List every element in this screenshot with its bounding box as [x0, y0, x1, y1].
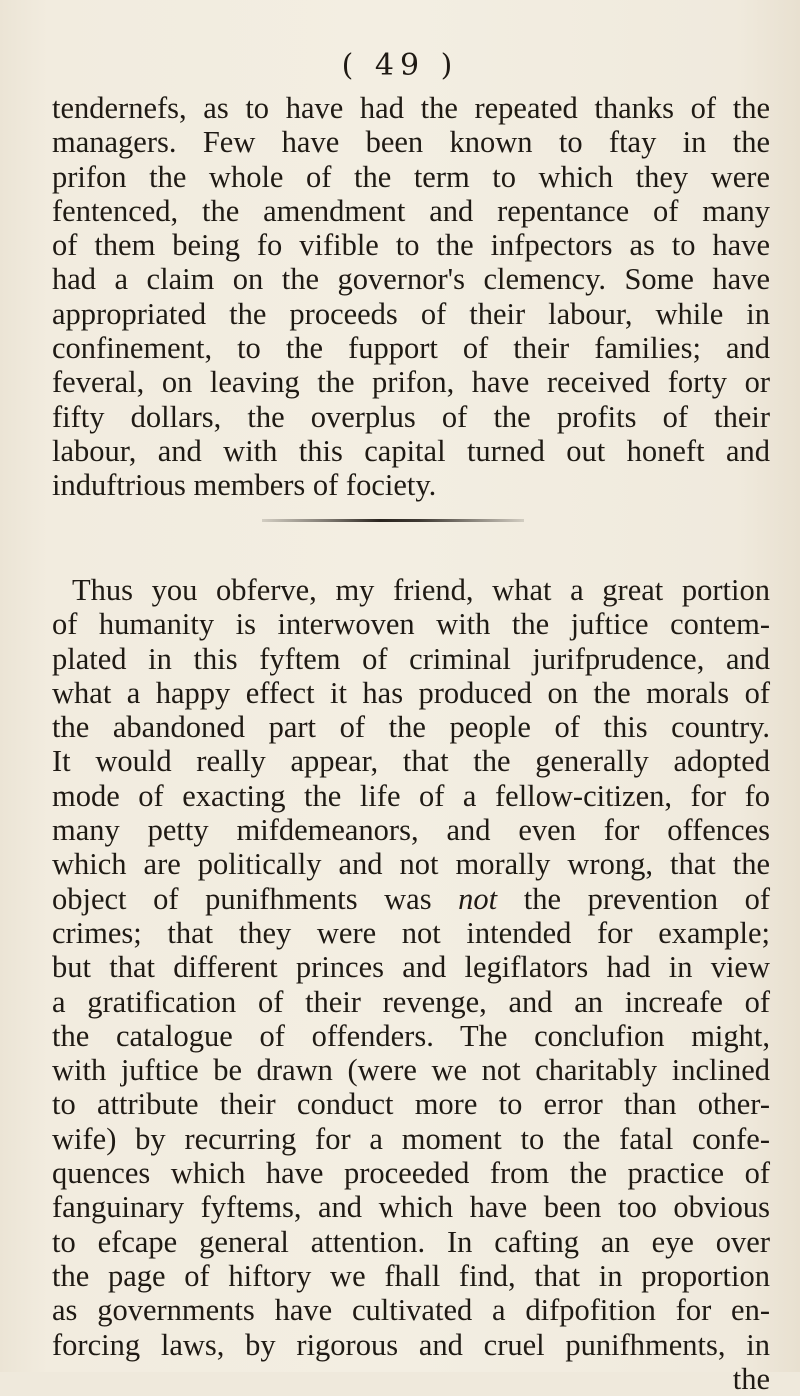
text-line: mode of exacting the life of a fellow-citizen, for fo [52, 778, 770, 813]
text-line: labour, and with this capital turned out honeft and [52, 433, 770, 468]
text-line: to efcape general attention. In cafting an eye over [52, 1224, 770, 1259]
text-line: fanguinary fyftems, and which have been too obvious [52, 1190, 770, 1225]
text-line: fifty dollars, the overplus of the profits of their [52, 399, 770, 434]
text-line: prifon the whole of the term to which they were [52, 159, 770, 194]
paragraph-2 [52, 573, 770, 1396]
text-line: managers. Few have been known to ftay in the [52, 125, 770, 160]
text-line: as governments have cultivated a difpofition for en- [52, 1293, 770, 1328]
text-line: to attribute their conduct more to error than other- [52, 1087, 770, 1122]
paragraph-1 [52, 91, 770, 503]
text-line: tendernefs, as to have had the repeated thanks of the [52, 91, 770, 125]
text-line: induftrious members of fociety. [52, 468, 437, 503]
section-divider [262, 519, 524, 522]
text-line: forcing laws, by rigorous and cruel punifhments, in [52, 1327, 770, 1362]
text-line: plated in this fyftem of criminal jurifprudence, and [52, 641, 770, 676]
text-line: fentenced, the amendment and repentance of many [52, 193, 770, 228]
text-line [52, 882, 770, 916]
text-line: feveral, on leaving the prifon, have received forty or [52, 365, 770, 400]
text-line: quences which have proceeded from the practice of [52, 1156, 770, 1191]
text-line: but that different princes and legiflators had in view [52, 950, 770, 985]
line-segment: the prevention of [523, 881, 770, 916]
text-line: of humanity is interwoven with the juftice contem- [52, 607, 770, 642]
text-line: of them being fo vifible to the infpectors as to have [52, 228, 770, 263]
line-segment: object of punifhments was [52, 881, 432, 916]
text-line: had a claim on the governor's clemency. Some have [52, 262, 770, 297]
emphasized-word: not [458, 881, 498, 916]
catchword: the [732, 1361, 770, 1396]
text-line: wife) by recurring for a moment to the fatal confe- [52, 1121, 770, 1156]
text-line: with juftice be drawn (were we not charitably inclined [52, 1053, 770, 1088]
text-line: crimes; that they were not intended for example; [52, 915, 770, 950]
text-line: It would really appear, that the generally adopted [52, 744, 770, 779]
text-line: a gratification of their revenge, and an increafe of [52, 984, 770, 1019]
text-line: the catalogue of offenders. The conclufion might, [52, 1018, 770, 1053]
text-line: Thus you obferve, my friend, what a great portion [72, 573, 770, 607]
text-line: the page of hiftory we fhall find, that in proportion [52, 1258, 770, 1293]
text-line: many petty mifdemeanors, and even for offences [52, 813, 770, 848]
page-number: ( 49 ) [341, 48, 459, 83]
text-line: appropriated the proceeds of their labour, while in [52, 296, 770, 331]
text-line: confinement, to the fupport of their families; and [52, 331, 770, 366]
text-line: which are politically and not morally wrong, that the [52, 847, 770, 882]
text-line: what a happy effect it has produced on the morals of [52, 675, 770, 710]
text-line: the abandoned part of the people of this country. [52, 710, 770, 745]
